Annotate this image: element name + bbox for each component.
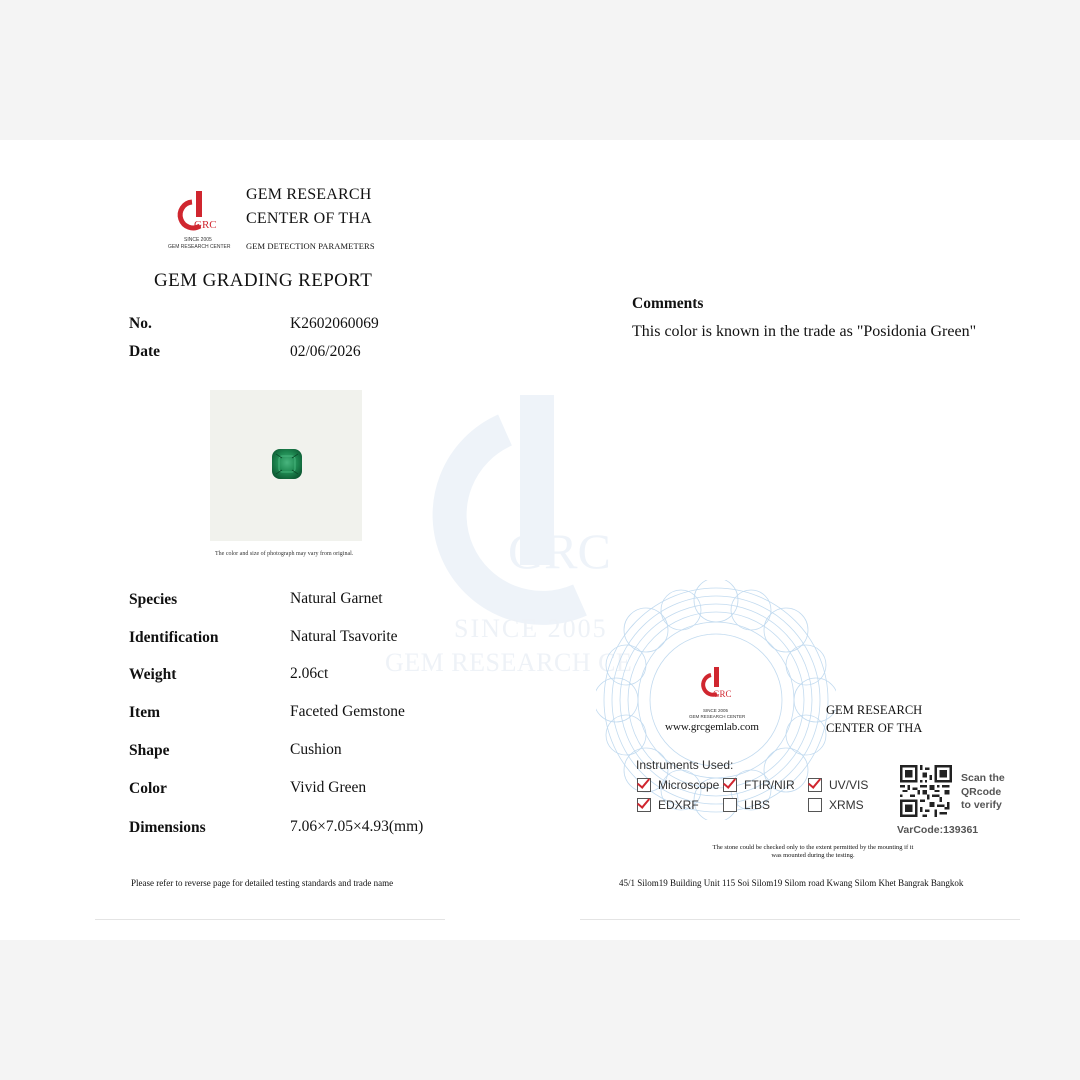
checkbox-checked-icon: [637, 778, 651, 792]
seal-caption: GEM RESEARCH CENTER: [689, 714, 746, 719]
detail-value-weight: 2.06ct: [290, 665, 329, 682]
instrument-microscope: [637, 778, 719, 792]
instrument-xrms: [808, 798, 864, 812]
detail-value-identification: Natural Tsavorite: [290, 628, 398, 645]
logo-since: SINCE 2005: [184, 237, 212, 243]
watermark-name: GEM RESEARCH CE: [385, 648, 633, 677]
instrument-label: UV/VIS: [829, 778, 869, 792]
report-date-label: Date: [129, 343, 160, 360]
svg-text:GRC: GRC: [713, 689, 732, 699]
photo-caption: The color and size of photograph may vary from original.: [215, 551, 354, 557]
instrument-edxrf: [637, 798, 699, 812]
instrument-label: EDXRF: [658, 798, 699, 812]
instrument-label: XRMS: [829, 798, 864, 812]
detail-label-species: Species: [129, 591, 178, 608]
instrument-uvvis: [808, 778, 868, 792]
instrument-label: Microscope: [658, 778, 720, 792]
watermark-text: GRC: [508, 523, 611, 579]
footer-address: 45/1 Silom19 Building Unit 115 Soi Silom19 Silom road Kwang Silom Khet Bangrak Bangkok: [619, 878, 964, 888]
org-name-line2: CENTER OF THA: [246, 210, 372, 227]
checkbox-checked-icon: [808, 778, 822, 792]
checkbox-empty-icon: [723, 798, 737, 812]
mounting-note: [680, 844, 946, 860]
gem-photo: [210, 390, 362, 541]
detail-value-shape: Cushion: [290, 741, 342, 758]
varcode: VarCode:139361: [897, 824, 979, 836]
detail-value-color: Vivid Green: [290, 779, 367, 796]
org-name-line1: GEM RESEARCH: [246, 186, 372, 203]
checkbox-checked-icon: [723, 778, 737, 792]
footer-divider-right: [580, 919, 1020, 920]
qr-code-icon[interactable]: [900, 765, 952, 817]
gem-stone: [271, 448, 303, 480]
seal-org-line1: GEM RESEARCH: [826, 703, 923, 717]
detail-label-weight: Weight: [129, 666, 177, 683]
org-subtitle: GEM DETECTION PARAMETERS: [246, 241, 375, 251]
seal-org-line2: CENTER OF THA: [826, 721, 923, 735]
report-no-value: K2602060069: [290, 315, 379, 332]
report-title: GEM GRADING REPORT: [154, 270, 373, 291]
report-card: [0, 140, 1080, 940]
detail-value-item: Faceted Gemstone: [290, 703, 405, 720]
detail-value-species: Natural Garnet: [290, 590, 383, 607]
logo-caption: GEM RESEARCH CENTER: [168, 244, 231, 250]
comments-heading: Comments: [632, 295, 704, 312]
mounting-note-line2: was mounted during the testing.: [771, 852, 855, 859]
detail-label-color: Color: [129, 780, 167, 797]
svg-text:GRC: GRC: [194, 219, 217, 231]
detail-label-item: Item: [129, 704, 160, 721]
instrument-ftir: [723, 778, 795, 792]
scan-line-3: to verify: [961, 799, 1002, 811]
footer-divider-left: [95, 919, 445, 920]
instruments-title: Instruments Used:: [636, 758, 734, 772]
footer-left: Please refer to reverse page for detailed testing standards and trade name: [131, 878, 394, 888]
website-link[interactable]: www.grcgemlab.com: [665, 721, 759, 733]
report-date-value: 02/06/2026: [290, 343, 361, 360]
comments-text: This color is known in the trade as "Posidonia Green": [632, 323, 977, 340]
watermark-since: SINCE 2005: [454, 614, 608, 643]
detail-label-dimensions: Dimensions: [129, 819, 206, 836]
checkbox-checked-icon: [637, 798, 651, 812]
instrument-label: LIBS: [744, 798, 771, 812]
detail-label-shape: Shape: [129, 742, 170, 759]
seal-logo: [696, 666, 740, 710]
detail-value-dimensions: 7.06×7.05×4.93(mm): [290, 818, 424, 835]
checkbox-empty-icon: [808, 798, 822, 812]
instrument-libs: [723, 798, 770, 812]
seal-since: SINCE 2005: [703, 708, 729, 713]
mounting-note-line1: The stone could be checked only to the extent permitted by the mounting if it: [712, 844, 914, 851]
scan-instruction: [961, 772, 1005, 813]
report-no-label: No.: [129, 315, 152, 332]
detail-label-identification: Identification: [129, 629, 219, 646]
instrument-label: FTIR/NIR: [744, 778, 795, 792]
scan-line-1: Scan the: [961, 772, 1005, 784]
scan-line-2: QRcode: [961, 785, 1002, 798]
